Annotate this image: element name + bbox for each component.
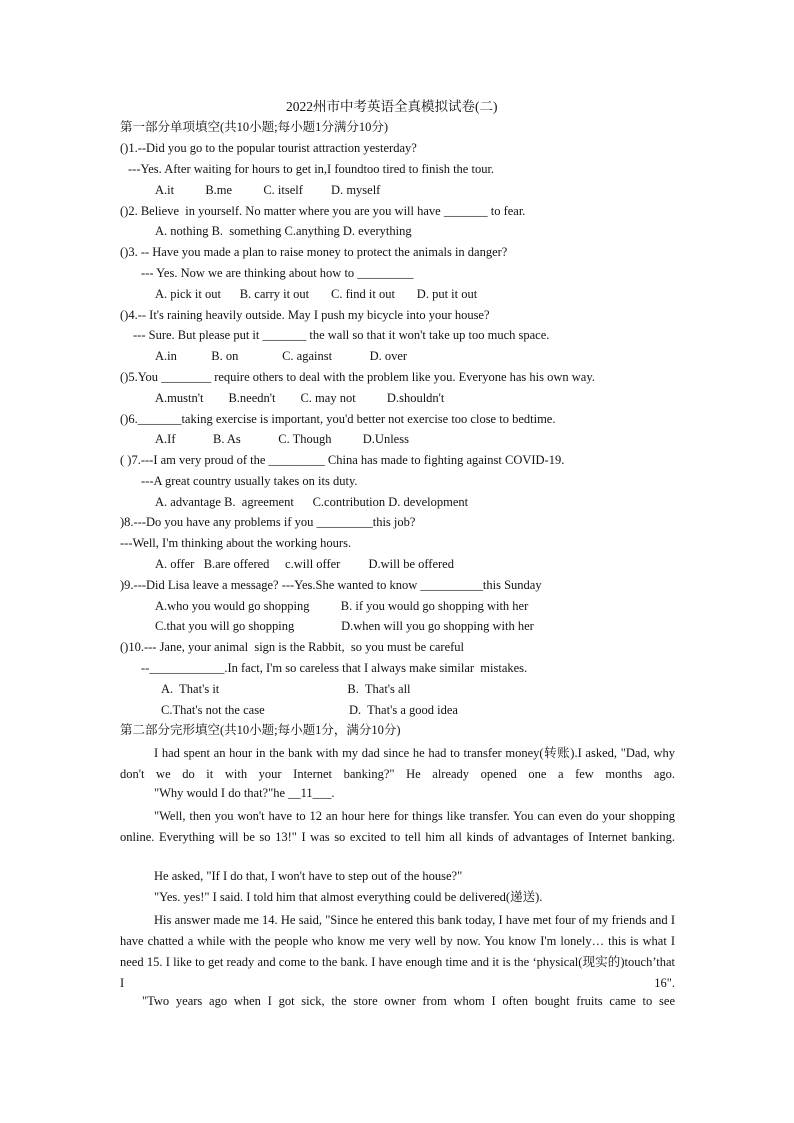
cloze-paragraph: "Why would I do that?"he __11___. [154,786,335,800]
question-5: ()5.You ________ require others to deal with the problem like you. Everyone has his own way. [120,370,595,384]
answer-line: --____________.In fact, I'm so careless that I always make similar mistakes. [141,661,528,675]
options-line: C.that you will go shopping D.when will you go shopping with her [155,619,534,633]
question-1: ()1.--Did you go to the popular tourist attraction yesterday? [120,141,417,155]
options-line: A.mustn't B.needn't C. may not D.shouldn't [155,391,445,405]
options-line: A.it B.me C. itself D. myself [155,183,381,197]
options-line: A. advantage B. agreement C.contribution D. development [155,495,469,509]
answer-line: ---Yes. After waiting for hours to get in,I foundtoo tired to finish the tour. [128,162,495,176]
answer-line: --- Yes. Now we are thinking about how to _________ [141,266,414,280]
question-8: )8.---Do you have any problems if you _________this job? [120,515,416,529]
answer-line: --- Sure. But please put it _______ the wall so that it won't take up too much space. [133,328,550,342]
section-heading-1: 第一部分单项填空(共10小题;每小题1分满分10分) [120,120,389,134]
question-7: ( )7.---I am very proud of the _________ China has made to fighting against COVID-19. [120,453,565,467]
options-line: A.in B. on C. against D. over [155,349,408,363]
question-6: ()6._______taking exercise is important, you'd better not exercise too close to bedtime. [120,412,556,426]
answer-line: ---Well, I'm thinking about the working hours. [120,536,352,550]
cloze-paragraph: "Well, then you won't have to 12 an hour here for things like transfer. You can even do your shopping online. Everything will be so 13!" I was so excited to tell him all kinds of advantages of Internet banking. [120,809,675,844]
question-3: ()3. -- Have you made a plan to raise money to protect the animals in danger? [120,245,508,259]
question-9: )9.---Did Lisa leave a message? ---Yes.She wanted to know __________this Sunday [120,578,542,592]
answer-line: ---A great country usually takes on its duty. [141,474,358,488]
question-10: ()10.--- Jane, your animal sign is the Rabbit, so you must be careful [120,640,465,654]
cloze-paragraph: His answer made me 14. He said, "Since he entered this bank today, I have met four of my friends and I have chatted a while with the people who know me very well by now. You know I'm lonely… this is what I need 15. I like to get ready and come to the bank. I have enough time and it is the ‘physical(现实的)touch’that I 16". [120,913,675,990]
question-2: ()2. Believe in yourself. No matter where you are you will have _______ to fear. [120,204,526,218]
page-title: 2022州市中考英语全真模拟试卷(二) [286,99,498,114]
options-line: A.If B. As C. Though D.Unless [155,432,409,446]
cloze-paragraph: "Yes. yes!" I said. I told him that almost everything could be delivered(递送). [154,890,543,904]
options-line: A. That's it B. That's all [161,682,411,696]
options-line: A. nothing B. something C.anything D. everything [155,224,412,238]
options-line: C.That's not the case D. That's a good idea [161,703,458,717]
cloze-paragraph: He asked, "If I do that, I won't have to step out of the house?" [154,869,463,883]
section-heading-2: 第二部分完形填空(共10小题;每小题1分，满分10分) [120,723,401,737]
options-line: A. offer B.are offered c.will offer D.will be offered [155,557,454,571]
options-line: A.who you would go shopping B. if you would go shopping with her [155,599,529,613]
cloze-paragraph: "Two years ago when I got sick, the store owner from whom I often bought fruits came to see [142,994,675,1008]
cloze-paragraph: I had spent an hour in the bank with my dad since he had to transfer money(转账).I asked, "Dad, why don't we do it with your Internet banking?" He already opened one a few months ago. [120,746,675,781]
question-4: ()4.-- It's raining heavily outside. May I push my bicycle into your house? [120,308,490,322]
options-line: A. pick it out B. carry it out C. find it out D. put it out [155,287,478,301]
